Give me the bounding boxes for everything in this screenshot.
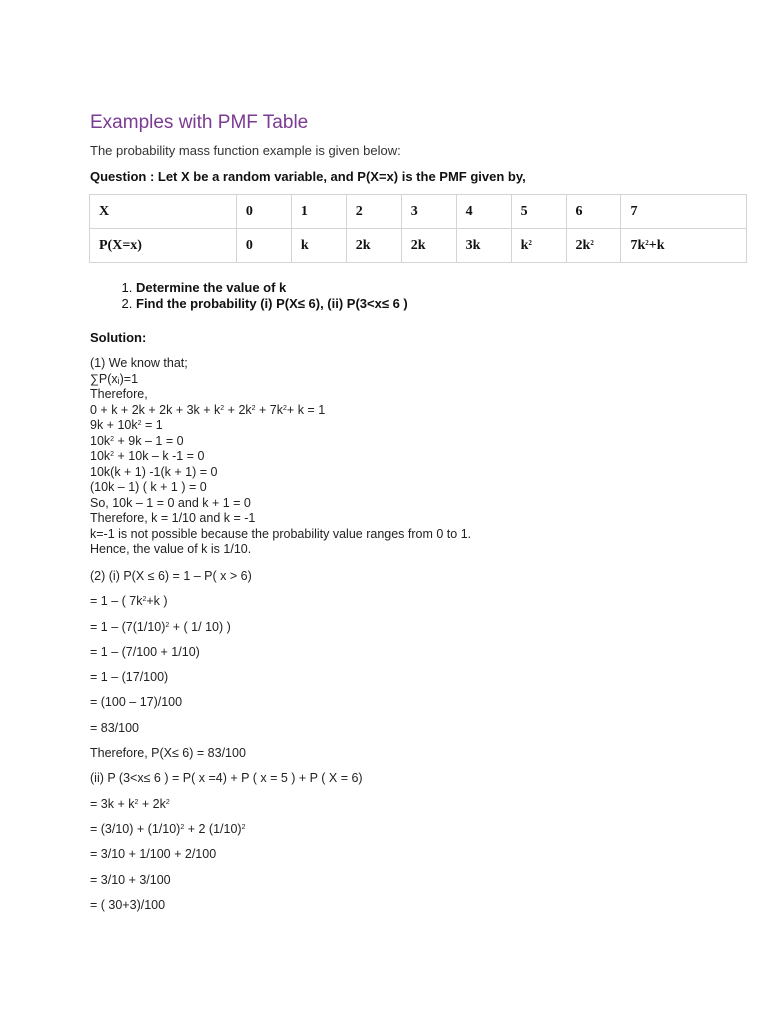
table-cell: k: [291, 229, 346, 263]
solution-line: = 1 – (17/100): [90, 670, 169, 685]
table-cell: 3: [401, 195, 456, 229]
solution-title: Solution:: [90, 330, 147, 345]
solution-part-2: [90, 568, 363, 922]
solution-line: Therefore, k = 1/10 and k = -1: [90, 511, 256, 525]
solution-line: (1) We know that;: [90, 356, 188, 370]
section-heading: Examples with PMF Table: [90, 112, 309, 133]
solution-line: (ii) P (3<x≤ 6 ) = P( x =4) + P ( x = 5 ) + P ( X = 6): [90, 771, 363, 786]
table-cell: 5: [511, 195, 566, 229]
solution-line: $10k^2 + 10k - k$ -1 = 0: [90, 449, 205, 463]
pmf-table: [89, 194, 747, 263]
list-item: 2. Find the probability (i) P(X≤ 6), (ii) P(3<x≤ 6 ): [136, 296, 408, 312]
table-cell: $7k^2+k$: [621, 229, 747, 263]
solution-line: (10k – 1) ( k + 1 ) = 0: [90, 480, 207, 494]
solution-line: $0 + k + 2k + 2k + 3k + k^2 + 2k^2 + 7k^2+ k = 1$: [90, 402, 326, 417]
solution-line: = 1 – ( $7k^2+k$ ): [90, 594, 168, 609]
solution-line: = (100 – 17)/100: [90, 695, 183, 710]
list-item: 1. Determine the value of k: [136, 280, 408, 296]
table-cell: $2k^2$: [566, 229, 621, 263]
solution-line: So, 10k – 1 = 0 and k + 1 = 0: [90, 495, 251, 510]
solution-line: $10k^2 + 9k - 1 = 0$: [90, 433, 184, 448]
solution-line: Therefore,: [90, 387, 148, 401]
solution-line: = $1 - (7(1/10)^2$ + ( 1/ 10) ): [90, 619, 231, 634]
table-cell: 6: [566, 195, 621, 229]
table-cell: P(X=x): [90, 229, 237, 263]
solution-part-1: [90, 356, 471, 558]
table-cell: 1: [291, 195, 346, 229]
solution-line: = $3k + k^2 + 2k^2$: [90, 796, 170, 811]
table-cell: 2k: [346, 229, 401, 263]
solution-line: = 1 – (7/100 + 1/10): [90, 644, 200, 659]
solution-line: Hence, the value of k is 1/10.: [90, 542, 252, 556]
solution-line: = ( 30+3)/100: [90, 897, 166, 912]
solution-line: 10k(k + 1) -1(k + 1) = 0: [90, 464, 218, 479]
table-row-p: [90, 229, 747, 263]
solution-line: Therefore, P(X≤ 6) = 83/100: [90, 746, 246, 761]
solution-line: ∑P(xᵢ)=1: [90, 371, 139, 386]
table-cell: 7: [621, 195, 747, 229]
solution-line: $9k + 10k^2 = 1$: [90, 418, 163, 432]
solution-line: = 3/10 + 1/100 + 2/100: [90, 847, 217, 862]
table-cell: 3k: [456, 229, 511, 263]
table-cell: 2k: [401, 229, 456, 263]
table-cell: 2: [346, 195, 401, 229]
table-cell: 0: [236, 229, 291, 263]
table-cell: 4: [456, 195, 511, 229]
task-list: [112, 280, 408, 312]
solution-line: = 83/100: [90, 720, 140, 735]
table-cell: 0: [236, 195, 291, 229]
solution-line: = $(3/10) + (1/10)^2 + 2$ $(1/10)^2$: [90, 821, 246, 836]
question-text: Question : Let X be a random variable, and P(X=x) is the PMF given by,: [90, 169, 526, 184]
table-cell: $k^2$: [511, 229, 566, 263]
solution-line: k=-1 is not possible because the probability value ranges from 0 to 1.: [90, 526, 472, 541]
solution-line: (2) (i) P(X ≤ 6) = 1 – P( x > 6): [90, 569, 252, 583]
solution-line: = 3/10 + 3/100: [90, 872, 171, 887]
table-cell: X: [90, 195, 237, 229]
intro-text: The probability mass function example is given below:: [90, 143, 401, 158]
table-row-x: [90, 195, 747, 229]
